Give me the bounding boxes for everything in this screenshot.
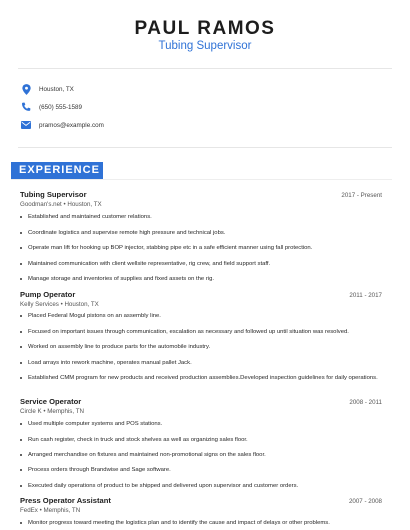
list-item: Maintained communication with client wellsite representative, rig crew, and field support staff. xyxy=(28,260,378,269)
contact-phone-text: (650) 555-1589 xyxy=(39,103,83,111)
list-item: Focused on important issues through communication, escalation as necessary and followed up until situation was resolved. xyxy=(28,328,378,337)
list-item: Established CMM program for new products and received production assemblies.Developed inspection guidelines for daily operations. xyxy=(28,375,378,381)
job-entry xyxy=(20,397,382,415)
job-title: Pump Operator xyxy=(20,290,76,299)
job-title: Press Operator Assistant xyxy=(20,496,111,505)
list-item: Established and maintained customer relations. xyxy=(28,213,378,222)
job-entry xyxy=(20,290,382,308)
job-company: Goodman's.net • Houston, TX xyxy=(20,201,102,208)
list-item: Executed daily operations of product to be shipped and delivered upon supervisor and customer orders. xyxy=(28,482,378,491)
job-dates: 2007 - 2008 xyxy=(348,498,382,505)
location-pin-icon xyxy=(20,83,32,95)
list-item: Placed Federal Mogul pistons on an assembly line. xyxy=(28,312,378,321)
email-icon xyxy=(20,119,32,131)
list-item: Monitor progress toward meeting the logistics plan and to identify the cause and impact of delays or other problems. xyxy=(28,519,378,528)
list-item: Manage storage and inventories of supplies and fixed assets on the rig. xyxy=(28,275,378,284)
candidate-name: PAUL RAMOS xyxy=(134,18,276,39)
list-item: Load arrays into rework machine, operates manual pallet Jack. xyxy=(28,359,378,368)
list-item: Used multiple computer systems and POS stations. xyxy=(28,420,378,429)
section-underline xyxy=(11,179,392,180)
phone-icon xyxy=(20,101,32,113)
contact-email xyxy=(20,118,104,132)
list-item: Operate man lift for hooking up BOP injector, stabbing pipe etc in a safe efficient manner using fall protection. xyxy=(28,244,378,253)
list-item: Process orders through Brandwise and Sage software. xyxy=(28,466,378,475)
contact-email-text: pramos@example.com xyxy=(39,121,104,129)
job-company: Circle K • Memphis, TN xyxy=(20,408,84,415)
list-item: Coordinate logistics and supervise remote high pressure and technical jobs. xyxy=(28,229,378,238)
contact-location xyxy=(20,82,74,96)
job-company: Kelly Services • Houston, TX xyxy=(20,301,99,308)
job-entry xyxy=(20,496,382,514)
candidate-title: Tubing Supervisor xyxy=(158,40,252,52)
job-title: Service Operator xyxy=(20,397,82,406)
job-dates: 2011 - 2017 xyxy=(349,292,382,299)
list-item: Run cash register, check in truck and stock shelves as well as organizing sales floor. xyxy=(28,436,378,445)
contact-phone xyxy=(20,100,82,114)
job-dates: 2017 - Present xyxy=(341,192,382,199)
list-item: Worked on assembly line to produce parts for the automobile industry. xyxy=(28,343,378,352)
job-company: FedEx • Memphis, TN xyxy=(20,507,81,514)
section-heading-experience: EXPERIENCE xyxy=(11,162,103,179)
job-title: Tubing Supervisor xyxy=(20,190,87,199)
list-item: Arranged merchandise on fixtures and maintained non-promotional signs on the sales floor. xyxy=(28,451,378,460)
job-dates: 2008 - 2011 xyxy=(349,399,382,406)
divider xyxy=(18,147,392,148)
job-entry xyxy=(20,190,382,208)
divider xyxy=(18,68,392,69)
contact-location-text: Houston, TX xyxy=(39,85,74,93)
